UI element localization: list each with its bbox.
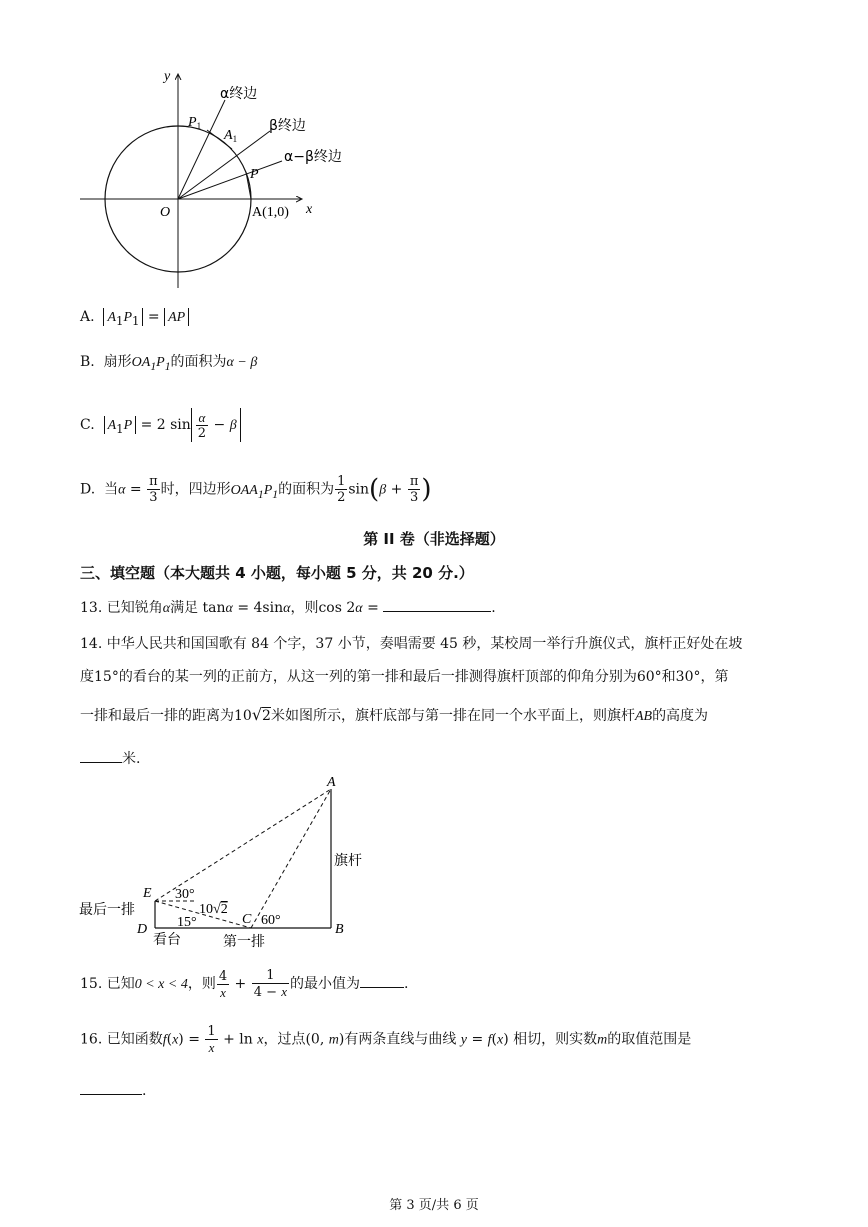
question-14-line-1: 14. 中华人民共和国国歌有 84 个字，37 小节，奏唱需要 45 秒，某校周一举行升旗仪式，旗杆正好处在坡 — [80, 636, 743, 652]
page-footer: 第 3 页/共 6 页 — [389, 1198, 479, 1213]
label-a1: $A_1$ — [224, 128, 238, 144]
math-pi-over-3: $\frac{\pi}{3}$ — [149, 474, 158, 505]
label-p: P — [250, 167, 259, 182]
label-angle-60: 60° — [261, 913, 281, 928]
label-length: 10√2 — [199, 902, 228, 917]
option-b: B. 扇形$OA_1P_1$的面积为α − β — [80, 354, 258, 373]
option-c: C. $A_1P = 2$ sin $\frac{\alpha}{2}$ − β — [80, 408, 241, 442]
label-beta-side: β终边 — [269, 118, 306, 134]
math-alpha-minus-beta: α − β — [226, 355, 258, 370]
question-14-line-2: 度15°的看台的某一列的正前方，从这一列的第一排和最后一排测得旗杆顶部的仰角分别为60°和30°，第 — [80, 669, 729, 685]
label-last-row: 最后一排 — [79, 902, 135, 918]
label-c: C — [242, 912, 252, 927]
label-angle-30: 30° — [175, 887, 195, 902]
label-origin: O — [160, 205, 171, 220]
label-alpha-side: α终边 — [220, 86, 258, 102]
label-e: E — [143, 886, 152, 901]
label-angle-15: 15° — [177, 915, 197, 930]
label-flagpole: 旗杆 — [334, 853, 362, 869]
option-d: D. 当α = $\frac{\pi}{3}$ 时，四边形$OAA_1P_1$的面积为 $\frac{1}{2}$ sin(β + $\frac{\pi}{3}$ ) — [80, 474, 432, 505]
math-oa1p1: $OA_1P_1$ — [131, 355, 171, 373]
label-first-row: 第一排 — [223, 934, 265, 950]
label-alpha-beta-side: α−β终边 — [284, 149, 342, 165]
label-d: D — [137, 922, 148, 937]
label-a: A(1,0) — [252, 205, 289, 220]
math-abs-half-alpha-beta: $\frac{\alpha}{2}$ − β — [191, 408, 241, 442]
question-13: 13. 已知锐角α满足 tanα = 4sinα，则cos 2α = . — [80, 597, 496, 619]
sight-ca — [251, 789, 331, 928]
label-a: A — [327, 775, 336, 790]
answer-blank-14[interactable] — [80, 748, 122, 763]
flagpole-figure — [75, 774, 375, 954]
unit-circle-figure — [70, 60, 370, 295]
section-3-title: 三、填空题（本大题共 4 小题，每小题 5 分，共 20 分.） — [80, 564, 474, 582]
label-b: B — [335, 922, 344, 937]
label-y: y — [164, 69, 171, 84]
math-oaa1p1: $OAA_1P_1$ — [230, 482, 279, 501]
math-abs-a1p: $A_1P$ — [104, 416, 137, 434]
answer-blank-15[interactable] — [360, 973, 404, 988]
math-abs-ap: AP — [164, 308, 189, 326]
label-x: x — [306, 202, 313, 217]
answer-blank-16[interactable] — [80, 1080, 142, 1095]
label-stand: 看台 — [153, 932, 181, 948]
answer-blank-13[interactable] — [383, 597, 491, 612]
question-16-answer-line: . — [80, 1080, 146, 1101]
option-a: A. $A_1P_1$ = AP — [80, 307, 189, 327]
question-16: 16. 已知函数f(x) = $\frac{1}{x}$ + ln x，过点(0, m)有两条直线与曲线 y = f(x) 相切，则实数m的取值范围是 — [80, 1024, 692, 1055]
question-14-line-4: 米. — [80, 748, 140, 769]
sight-ea — [155, 789, 331, 901]
question-15: 15. 已知0 < x < 4，则 $\frac{4}{x}$ + $\frac{1}{4 - x}$ 的最小值为 . — [80, 968, 409, 1000]
label-p1: $P_1$ — [188, 115, 202, 131]
section-2-title: 第 II 卷（非选择题） — [363, 530, 505, 548]
math-abs-a1p1: $A_1P_1$ — [103, 308, 143, 326]
question-14-line-3: 一排和最后一排的距离为10√2米如图所示，旗杆底部与第一排在同一个水平面上，则旗杆AB的高度为 — [80, 705, 709, 724]
